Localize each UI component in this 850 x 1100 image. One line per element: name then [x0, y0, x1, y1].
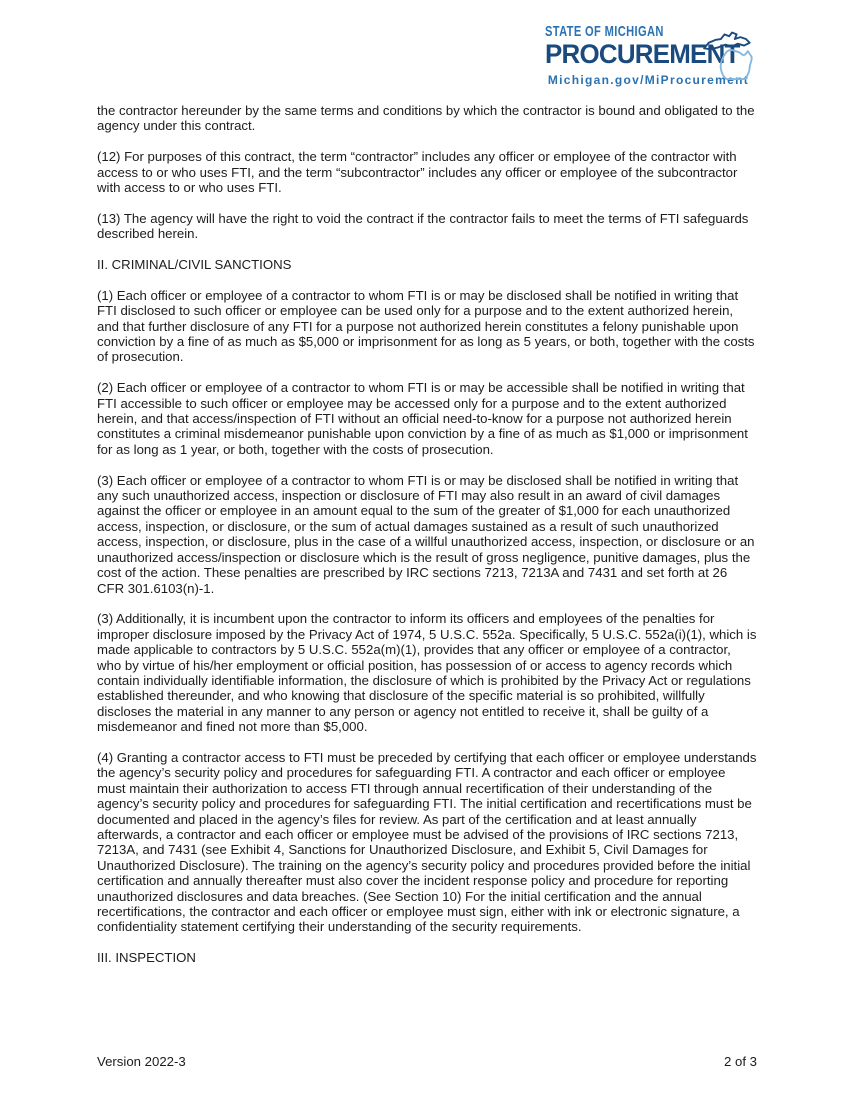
paragraph-4: (4) Granting a contractor access to FTI must be preceded by certifying that each officer or employee understands the agency’s security policy and procedures for safeguarding FTI. A contractor and each officer or employee must maintain their authorization to access FTI through annual recertification of their understanding of the agency’s security policy and procedures for safeguarding FTI. The initial certification and recertifications must be documented and placed in the agency’s files for review. As part of the certification and at least annually afterwards, a contractor and each officer or employee must be advised of the provisions of IRC sections 7213, 7213A, and 7431 (see Exhibit 4, Sanctions for Unauthorized Disclosure, and Exhibit 5, Civil Damages for Unauthorized Disclosure). The training on the agency’s security policy and procedures provided before the initial certification and annually thereafter must also cover the incident response policy and procedure for reporting unauthorized disclosures and data breaches. (See Section 10) For the initial certification and the annual recertifications, the contractor and each officer or employee must sign, either with ink or electronic signature, a confidentiality statement certifying their understanding of the security requirements. — [97, 749, 757, 935]
michigan-map-upper-peninsula — [704, 33, 750, 50]
footer-version: Version 2022-3 — [97, 1054, 186, 1069]
logo-procurement: PROCUREMENT — [545, 39, 740, 69]
paragraph-3: (3) Each officer or employee of a contractor to whom FTI is or may be disclosed shall be notified in writing that any such unauthorized access, inspection or disclosure of FTI may also result in an award of civil damages against the officer or employee in an amount equal to the sum of the greater of $1,000 for each unauthorized access, inspection, or disclosure, or the sum of actual damages sustained as a result of such unauthorized access, inspection, or disclosure, plus in the case of a willful unauthorized access, inspection, or disclosure or an unauthorized access/inspection or disclosure which is the result of gross negligence, punitive damages, plus the cost of the action. These penalties are prescribed by IRC sections 7213, 7213A and 7431 and set forth at 26 CFR 301.6103(n)-1. — [97, 472, 755, 596]
paragraph-continuation: the contractor hereunder by the same terms and conditions by which the contractor is bound and obligated to the agency under this contract. — [97, 103, 755, 134]
michigan-map-lower-peninsula — [721, 50, 752, 79]
section-heading-criminal-civil-sanctions: II. CRIMINAL/CIVIL SANCTIONS — [97, 257, 292, 273]
paragraph-12: (12) For purposes of this contract, the term “contractor” includes any officer or employee of the contractor with access to or who uses FTI, and the term “subcontractor” includes any officer or employee of the subcontractor with access to or who uses FTI. — [97, 149, 738, 196]
michigan-map-icon — [702, 26, 762, 80]
footer-page-number: 2 of 3 — [724, 1054, 757, 1069]
page-footer — [97, 1054, 757, 1069]
document-body — [97, 103, 757, 981]
paragraph-2: (2) Each officer or employee of a contractor to whom FTI is or may be accessible shall be notified in writing that FTI accessible to such officer or employee may be accessed only for a purpose and to the extent authorized herein, and that access/inspection of FTI without an official need-to-know for a purpose not authorized herein constitutes a criminal misdemeanor punishable upon conviction by a fine of as much as $1,000 or imprisonment for as long as 1 year, or both, together with the costs of prosecution. — [97, 380, 748, 457]
logo-url: Michigan.gov/MiProcurement — [547, 73, 749, 87]
logo-state-of-michigan: STATE OF MICHIGAN — [545, 23, 664, 40]
paragraph-13: (13) The agency will have the right to void the contract if the contractor fails to meet the terms of FTI safeguards described herein. — [97, 210, 749, 242]
section-heading-inspection: III. INSPECTION — [97, 950, 196, 966]
procurement-logo — [545, 24, 758, 92]
paragraph-1: (1) Each officer or employee of a contractor to whom FTI is or may be disclosed shall be notified in writing that FTI disclosed to such officer or employee can be used only for a purpose and to the extent authorized herein, and that further disclosure of any FTI for a purpose not authorized herein constitutes a felony punishable upon conviction by a fine of as much as $5,000 or imprisonment for as long as 5 years, or both, together with the costs of prosecution. — [97, 287, 755, 365]
paragraph-3-additionally: (3) Additionally, it is incumbent upon the contractor to inform its officers and employees of the penalties for improper disclosure imposed by the Privacy Act of 1974, 5 U.S.C. 552a. Specifically, 5 U.S.C. 552a(i)(1), which is made applicable to contractors by 5 U.S.C. 552a(m)(1), provides that any officer or employee of a contractor, who by virtue of his/her employment or official position, has possession of or access to agency records which contain individually identifiable information, the disclosure of which is prohibited by the Privacy Act or regulations established thereunder, and who knowing that disclosure of the specific material is so prohibited, willfully discloses the material in any manner to any person or agency not entitled to receive it, shall be guilty of a misdemeanor and fined not more than $5,000. — [97, 611, 757, 735]
